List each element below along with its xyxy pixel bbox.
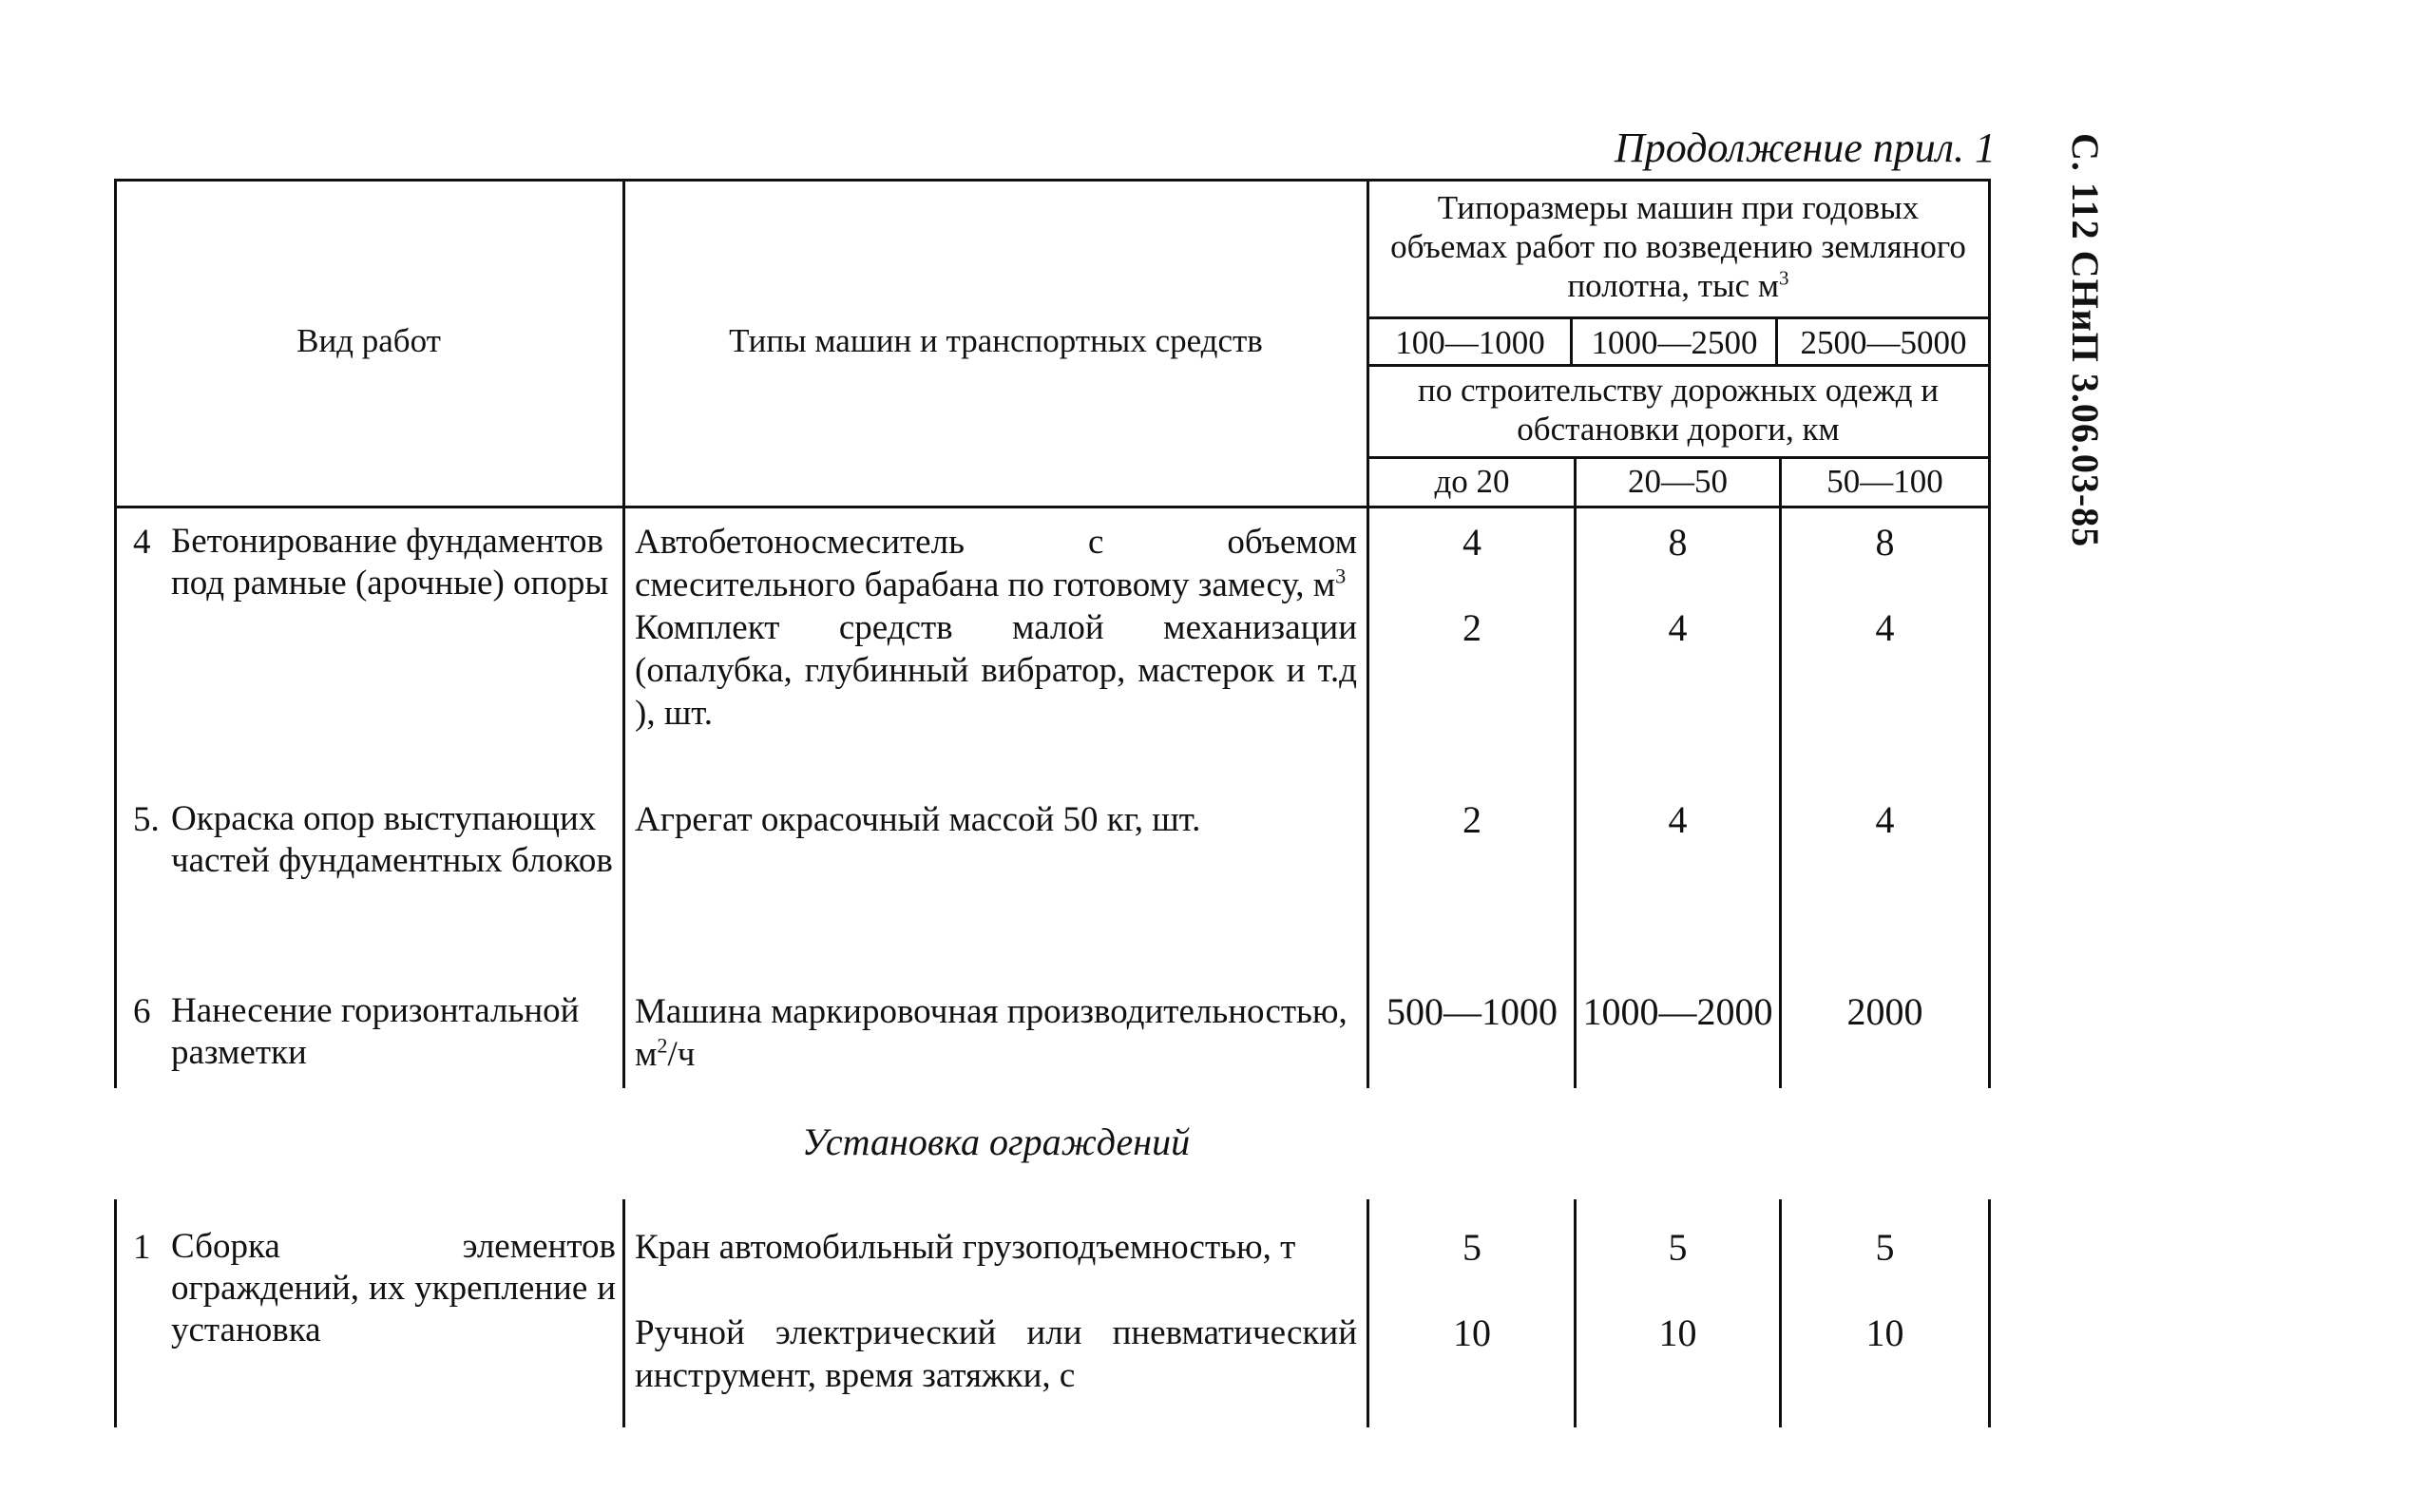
value-cell: 10 bbox=[1453, 1311, 1491, 1354]
value-cell: 8 bbox=[1668, 521, 1688, 564]
row-machine-desc: Кран автомобильный грузоподъемностью, т bbox=[635, 1228, 1296, 1267]
value-cell: 500—1000 bbox=[1386, 990, 1558, 1033]
section-subheading: Установка ограждений bbox=[801, 1120, 1191, 1163]
row-work-type: Окраска опор выступающих частей фундаментных блоков bbox=[171, 799, 613, 880]
value-cell: 4 bbox=[1668, 606, 1688, 649]
value-cell: 10 bbox=[1658, 1311, 1697, 1354]
row-machine-text: Машина маркировочная производительностью, м bbox=[635, 992, 1348, 1074]
value-cell: 4 bbox=[1875, 798, 1895, 841]
row-machine-desc: Агрегат окрасочный массой 50 кг, шт. bbox=[635, 800, 1201, 839]
header-work-type: Вид работ bbox=[296, 322, 441, 359]
header-range1-col3: 2500—5000 bbox=[1800, 324, 1967, 361]
header-group-earthwork-text: Типоразмеры машин при годовых объемах работ по возведению земляного полотна, тыс м bbox=[1390, 189, 1966, 304]
row-number: 1 bbox=[133, 1228, 151, 1267]
row-number: 4 bbox=[133, 523, 151, 562]
header-range2-col1: до 20 bbox=[1434, 463, 1510, 500]
value-cell: 2 bbox=[1463, 798, 1482, 841]
value-cell: 2000 bbox=[1846, 990, 1923, 1033]
unit-superscript: 2 bbox=[657, 1033, 668, 1058]
header-range2-col2: 20—50 bbox=[1628, 463, 1728, 500]
row-machine-desc bbox=[635, 990, 1357, 1076]
header-range2-col3: 50—100 bbox=[1826, 463, 1943, 500]
header-group-earthwork bbox=[1378, 188, 1979, 305]
row-work-type: Нанесение горизонтальной разметки bbox=[171, 991, 580, 1072]
row-machine-desc: Ручной электрический или пневматический инструмент, время затяжки, с bbox=[635, 1313, 1357, 1395]
value-cell: 5 bbox=[1668, 1226, 1688, 1269]
row-machine-desc bbox=[635, 521, 1357, 606]
header-group-road: по строительству дорожных одежд и обстановки дороги, км bbox=[1417, 372, 1940, 448]
value-cell: 4 bbox=[1668, 798, 1688, 841]
continuation-label: Продолжение прил. 1 bbox=[1615, 124, 1996, 171]
header-machine-types: Типы машин и транспортных средств bbox=[729, 322, 1263, 359]
value-cell: 4 bbox=[1875, 606, 1895, 649]
unit-superscript: 3 bbox=[1779, 266, 1789, 290]
row-number: 6 bbox=[133, 992, 151, 1031]
value-cell: 1000—2000 bbox=[1582, 990, 1773, 1033]
side-page-code: С. 112 СНиП 3.06.03-85 bbox=[2064, 133, 2107, 548]
header-range1-col1: 100—1000 bbox=[1395, 324, 1545, 361]
row-machine-desc: Комплект средств малой механизации (опалубка, глубинный вибратор, мастерок и т.д ), шт. bbox=[635, 608, 1357, 733]
row-number: 5. bbox=[133, 800, 160, 839]
row-machine-unit: /ч bbox=[667, 1035, 696, 1074]
value-cell: 4 bbox=[1463, 521, 1482, 564]
value-cell: 8 bbox=[1875, 521, 1895, 564]
row-machine-text: Автобетоносмеситель с объемом смесительного барабана по готовому замесу, м bbox=[635, 523, 1357, 604]
value-cell: 2 bbox=[1463, 606, 1482, 649]
value-cell: 5 bbox=[1463, 1226, 1482, 1269]
value-cell: 5 bbox=[1875, 1226, 1895, 1269]
row-work-type: Сборка элементов ограждений, их укрепление и установка bbox=[171, 1227, 616, 1349]
header-range1-col2: 1000—2500 bbox=[1591, 324, 1758, 361]
row-work-type: Бетонирование фундаментов под рамные (арочные) опоры bbox=[171, 522, 609, 603]
value-cell: 10 bbox=[1865, 1311, 1904, 1354]
unit-superscript: 3 bbox=[1335, 564, 1347, 588]
